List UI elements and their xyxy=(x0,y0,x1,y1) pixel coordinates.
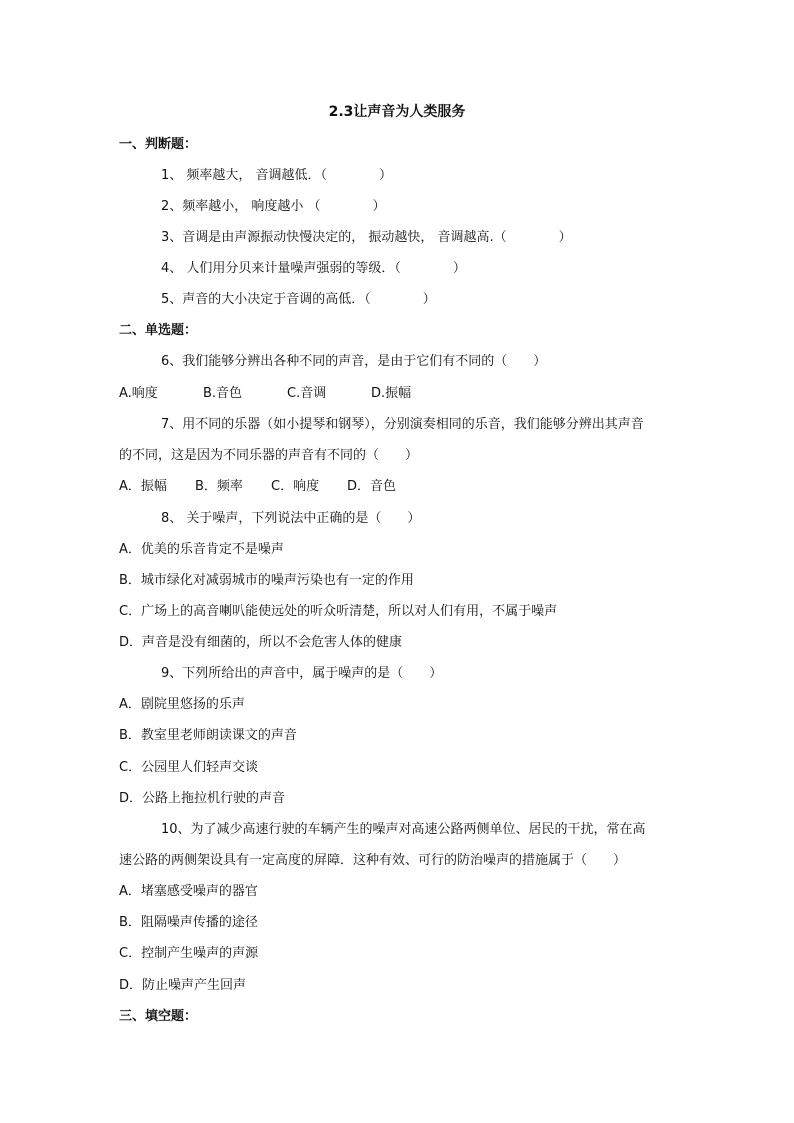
question-8-option-b: B．城市绿化对减弱城市的噪声污染也有一定的作用 xyxy=(119,573,414,588)
question-5: 5、声音的大小决定于音调的高低．（ ） xyxy=(161,292,436,307)
question-8-option-c: C．广场上的高音喇叭能使远处的听众听清楚，所以对人们有用，不属于噪声 xyxy=(119,604,558,619)
question-10-line-1: 10、为了减少高速行驶的车辆产生的噪声对高速公路两侧单位、居民的干扰，常在高 xyxy=(161,822,646,837)
option-b: B.音色 xyxy=(203,386,243,401)
option-a: A．振幅 xyxy=(119,479,167,494)
question-8: 8、 关于噪声，下列说法中正确的是（ ） xyxy=(161,511,421,526)
question-3: 3、音调是由声源振动快慢决定的， 振动越快， 音调越高.（ ） xyxy=(161,230,572,245)
question-10-line-2: 速公路的两侧架设具有一定高度的屏障．这种有效、可行的防治噪声的措施属于（ ） xyxy=(119,853,627,868)
question-10-option-d: D．防止噪声产生回声 xyxy=(119,978,247,993)
document-title: 2.3让声音为人类服务 xyxy=(328,104,466,120)
question-7-options xyxy=(119,479,396,495)
question-6-options xyxy=(119,386,411,402)
question-9-option-b: B．教室里老师朗读课文的声音 xyxy=(119,728,297,743)
section-heading-single-choice: 二、单选题： xyxy=(119,323,198,338)
option-b: B．频率 xyxy=(195,479,243,494)
question-9-option-c: C．公园里人们轻声交谈 xyxy=(119,760,259,775)
option-c: C．响度 xyxy=(271,479,320,494)
option-d: D．音色 xyxy=(347,479,397,494)
question-6: 6、我们能够分辨出各种不同的声音，是由于它们有不同的（ ） xyxy=(161,354,547,369)
question-10-option-b: B．阻隔噪声传播的途径 xyxy=(119,915,258,930)
option-c: C.音调 xyxy=(287,386,327,401)
question-2: 2、频率越小， 响度越小 （ ） xyxy=(161,199,386,214)
question-4: 4、 人们用分贝来计量噪声强弱的等级．（ ） xyxy=(161,261,466,276)
question-10-option-a: A．堵塞感受噪声的器官 xyxy=(119,884,258,899)
option-d: D.振幅 xyxy=(371,386,412,401)
option-a: A.响度 xyxy=(119,386,158,401)
question-9-option-a: A．剧院里悠扬的乐声 xyxy=(119,697,245,712)
question-10-option-c: C．控制产生噪声的声源 xyxy=(119,946,259,961)
question-7-line-2: 的不同，这是因为不同乐器的声音有不同的（ ） xyxy=(119,448,419,463)
section-heading-true-false: 一、判断题： xyxy=(119,137,198,152)
question-9-option-d: D．公路上拖拉机行驶的声音 xyxy=(119,791,286,806)
question-9: 9、下列所给出的声音中，属于噪声的是（ ） xyxy=(161,666,443,681)
section-heading-fill-in: 三、填空题： xyxy=(119,1009,198,1024)
question-8-option-a: A．优美的乐音肯定不是噪声 xyxy=(119,542,284,557)
question-8-option-d: D．声音是没有细菌的，所以不会危害人体的健康 xyxy=(119,635,403,650)
question-7-line-1: 7、用不同的乐器（如小提琴和钢琴），分别演奏相同的乐音，我们能够分辨出其声音 xyxy=(161,417,644,432)
question-1: 1、 频率越大， 音调越低．（ ） xyxy=(161,168,393,183)
